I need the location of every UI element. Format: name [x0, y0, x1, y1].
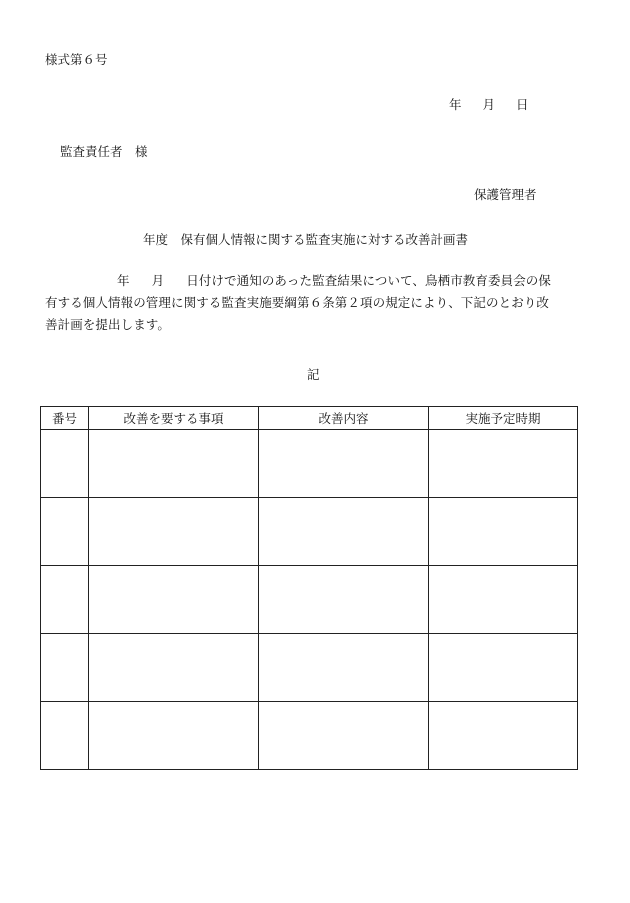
table-cell [89, 566, 259, 634]
table-cell [429, 634, 578, 702]
addressee: 監査責任者 様 [60, 144, 148, 159]
table-header-row [41, 407, 578, 430]
table-cell [259, 430, 429, 498]
date-year-label: 年 [449, 97, 462, 112]
date-month-label: 月 [482, 97, 496, 112]
table-cell [259, 634, 429, 702]
table-cell [429, 430, 578, 498]
body-line-1-text: 日付けで通知のあった監査結果について、鳥栖市教育委員会の保 [186, 273, 551, 288]
table-cell [41, 498, 89, 566]
body-paragraph [45, 270, 585, 336]
body-line-2: 有する個人情報の管理に関する監査実施要綱第６条第２項の規定により、下記のとおり改 [45, 295, 550, 310]
table-cell [41, 566, 89, 634]
table-cell [259, 566, 429, 634]
table-cell [41, 430, 89, 498]
body-year-label: 年 [117, 273, 130, 288]
body-line-3: 善計画を提出します。 [45, 317, 171, 332]
table-cell [259, 498, 429, 566]
body-month-label: 月 [151, 273, 165, 288]
table-row [41, 430, 578, 498]
header-improvement-content: 改善内容 [259, 407, 429, 430]
header-items-to-improve: 改善を要する事項 [89, 407, 259, 430]
header-schedule: 実施予定時期 [429, 407, 578, 430]
ki-heading: 記 [307, 367, 320, 382]
table-cell [429, 566, 578, 634]
date-day-label: 日 [516, 97, 529, 112]
improvement-plan-table [40, 406, 578, 770]
table-cell [429, 498, 578, 566]
table-cell [89, 634, 259, 702]
body-line-1 [45, 270, 585, 292]
table-cell [89, 430, 259, 498]
table-cell [89, 702, 259, 770]
header-number: 番号 [41, 407, 89, 430]
table-cell [41, 634, 89, 702]
table-row [41, 634, 578, 702]
table-cell [89, 498, 259, 566]
date-line [449, 95, 529, 113]
sender: 保護管理者 [474, 187, 537, 202]
table-cell [41, 702, 89, 770]
table-cell [429, 702, 578, 770]
document-title: 年度 保有個人情報に関する監査実施に対する改善計画書 [143, 232, 469, 247]
table-row [41, 702, 578, 770]
table-row [41, 498, 578, 566]
form-number: 様式第６号 [45, 52, 108, 67]
table-row [41, 566, 578, 634]
table-cell [259, 702, 429, 770]
